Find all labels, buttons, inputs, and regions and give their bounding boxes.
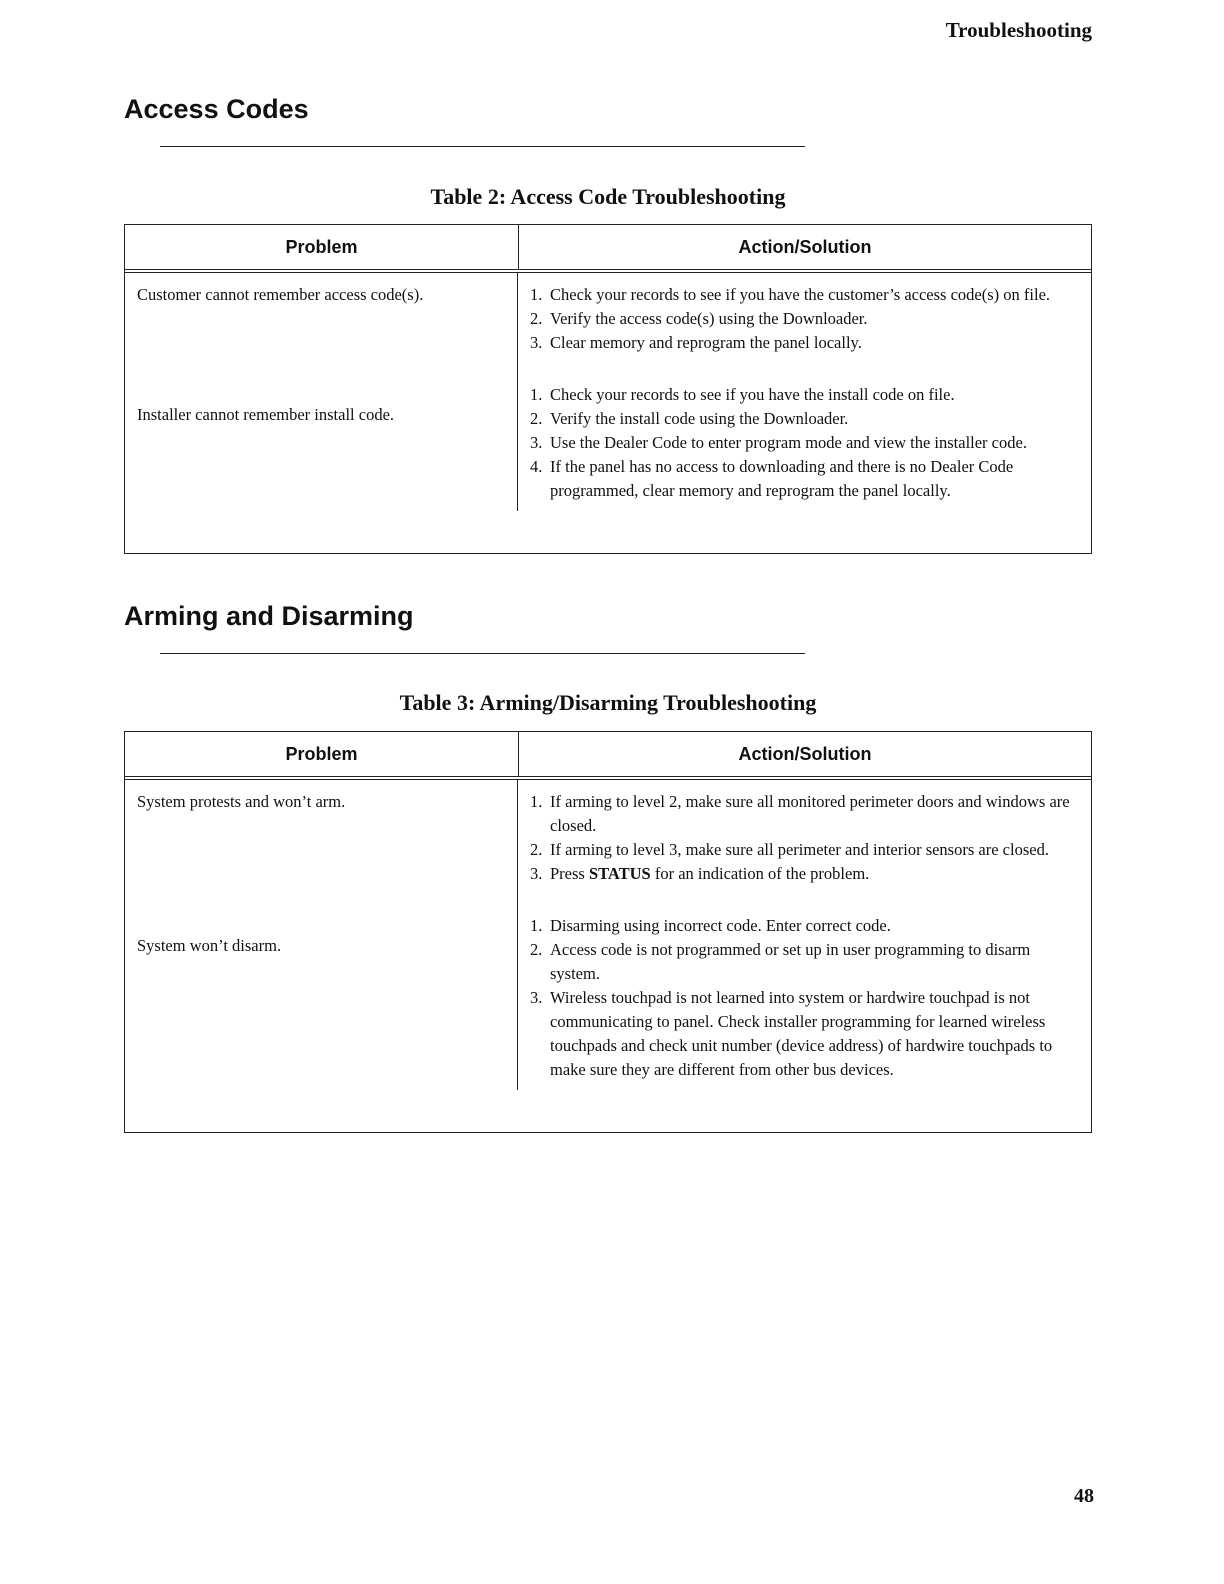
section-rule [160, 146, 805, 147]
steps-list [530, 383, 1079, 503]
section-rule [160, 653, 805, 654]
table-caption-3: Table 3: Arming/Disarming Troubleshooting [399, 690, 817, 715]
action-column [518, 273, 1091, 511]
problem-cell: System won’t disarm. [137, 936, 282, 955]
list-item: 1. Check your records to see if you have the install code on file. [530, 385, 955, 404]
table-header [125, 732, 1091, 780]
steps-list [530, 790, 1079, 886]
problem-cell: System protests and won’t arm. [137, 792, 346, 811]
steps-list [530, 283, 1079, 355]
section-title-arming-disarming: Arming and Disarming [124, 601, 414, 631]
action-column [518, 780, 1091, 1090]
header-action-solution: Action/Solution [738, 743, 872, 764]
header-problem: Problem [125, 225, 519, 269]
list-item: 2. Access code is not programmed or set up in user programming to disarm system. [530, 940, 1031, 983]
arming-disarming-table [124, 731, 1092, 1133]
header-problem: Problem [125, 732, 519, 776]
list-item: 3. Clear memory and reprogram the panel locally. [530, 333, 862, 352]
list-item: 1. Disarming using incorrect code. Enter correct code. [530, 916, 891, 935]
access-code-table [124, 224, 1092, 554]
table-header [125, 225, 1091, 273]
problem-column [125, 273, 518, 511]
page-number: 48 [1074, 1485, 1094, 1507]
list-item: 3. Press STATUS for an indication of the problem. [530, 864, 870, 883]
section-title-access-codes: Access Codes [124, 94, 309, 124]
table-body [125, 273, 1091, 511]
problem-cell: Installer cannot remember install code. [137, 405, 395, 424]
problem-cell: Customer cannot remember access code(s). [137, 285, 424, 304]
running-header: Troubleshooting [945, 18, 1092, 42]
problem-column [125, 780, 518, 1090]
list-item: 1. Check your records to see if you have the customer’s access code(s) on file. [530, 285, 1051, 304]
list-item: 2. If arming to level 3, make sure all perimeter and interior sensors are closed. [530, 840, 1049, 859]
list-item: 4. If the panel has no access to downloading and there is no Dealer Code programmed, clear memory and reprogram the panel locally. [530, 457, 1014, 500]
table-caption-2: Table 2: Access Code Troubleshooting [430, 184, 786, 209]
list-item: 3. Wireless touchpad is not learned into system or hardwire touchpad is not communicating to panel. Check installer programming for learned wireless touchpads and check unit number (device address) of hardwire touchpads to make sure they are different from other bus devices. [530, 988, 1053, 1079]
list-item: 2. Verify the install code using the Downloader. [530, 409, 849, 428]
list-item: 1. If arming to level 2, make sure all monitored perimeter doors and windows are closed. [530, 792, 1070, 835]
list-item: 2. Verify the access code(s) using the Downloader. [530, 309, 868, 328]
steps-list [530, 914, 1079, 1082]
header-action-solution: Action/Solution [738, 236, 872, 257]
list-item: 3. Use the Dealer Code to enter program mode and view the installer code. [530, 433, 1027, 452]
table-body [125, 780, 1091, 1090]
